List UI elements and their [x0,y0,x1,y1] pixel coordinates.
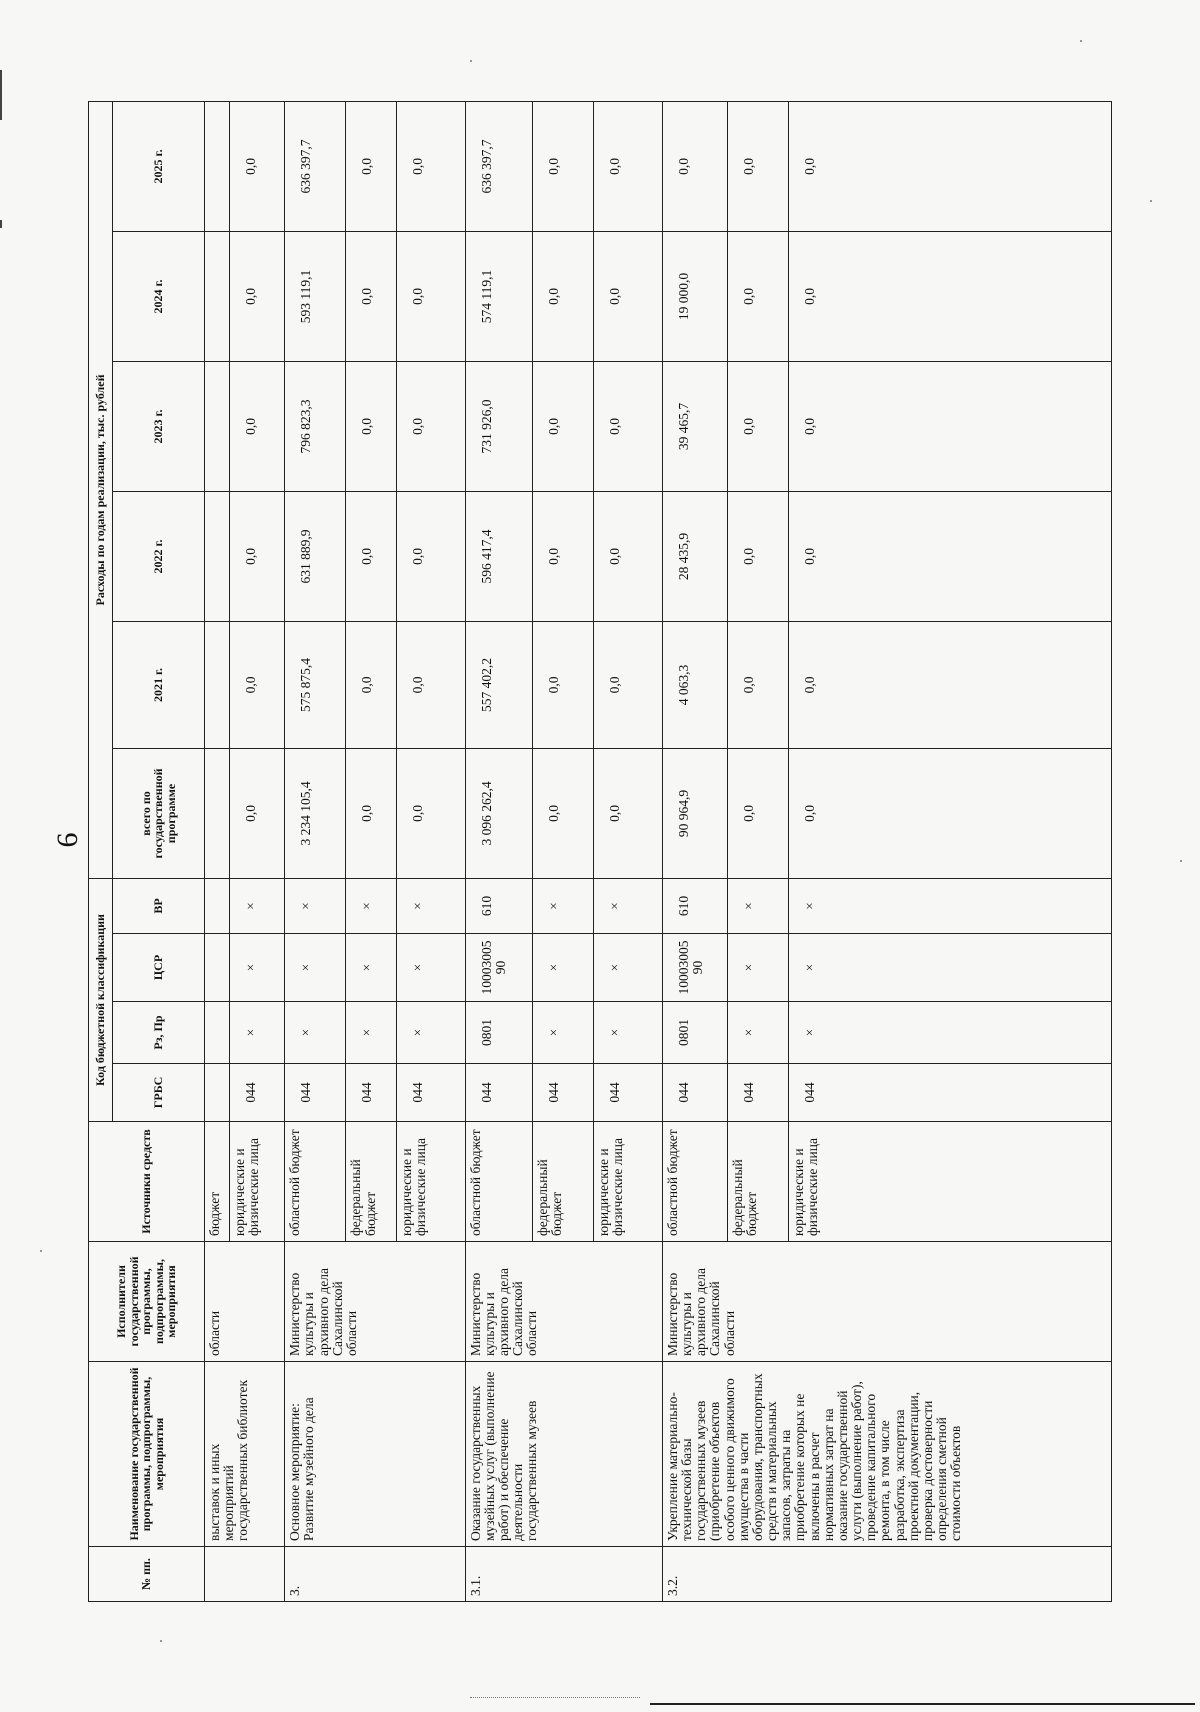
cell-rzpr: × [532,1002,593,1064]
cell-2024: 0,0 [788,231,1111,361]
cell-csr: × [532,934,593,1002]
cell-2024: 0,0 [396,231,465,361]
cell-source: федеральный бюджет [346,1122,396,1242]
cell-2022: 0,0 [532,491,593,621]
cont-name-top: выставок и иных мероприятий [207,1443,237,1541]
cell-2024: 0,0 [229,231,285,361]
cell-2022: 0,0 [396,491,465,621]
cell-csr: × [593,934,662,1002]
cell-source: областной бюджет [465,1122,532,1242]
cell-grbs: 044 [593,1064,662,1122]
cell-vr: × [229,878,285,933]
cell-csr: × [396,934,465,1002]
cell-csr: × [346,934,396,1002]
cell-grbs: 044 [285,1064,346,1122]
cell-rzpr: 0801 [662,1002,727,1064]
cell-empty [205,878,230,933]
table-row [662,101,727,1601]
cell-grbs: 044 [465,1064,532,1122]
scan-speck [160,1640,162,1642]
header-total: всего по государственной программе [113,748,205,878]
scan-speck [40,1250,42,1252]
cell-total: 3 234 105,4 [285,748,346,878]
cell-source: юридические и физические лица [229,1122,285,1242]
table-row [205,101,230,1601]
cell-csr: 1000300590 [662,934,727,1002]
cell-total: 0,0 [229,748,285,878]
cell-vr: 610 [465,878,532,933]
cell-rzpr: × [396,1002,465,1064]
cell-2023: 39 465,7 [662,361,727,491]
header-name: Наименование государственной программы, подпрограммы, мероприятия [89,1362,205,1547]
cell-2022: 631 889,9 [285,491,346,621]
header-2024: 2024 г. [113,231,205,361]
cell-2025: 0,0 [346,101,396,231]
cell-rzpr: × [788,1002,1111,1064]
cell-2021: 0,0 [346,621,396,748]
cell-2024: 0,0 [727,231,788,361]
cell-2021: 557 402,2 [465,621,532,748]
cell-vr: × [285,878,346,933]
scan-speck [1180,860,1182,862]
cell-total: 0,0 [593,748,662,878]
cell-csr: 1000300590 [465,934,532,1002]
cell-source: юридические и физические лица [788,1122,1111,1242]
cell-empty [205,1064,230,1122]
cell-vr: × [532,878,593,933]
cell-2023: 796 823,3 [285,361,346,491]
cell-name: Основное мероприятие: Развитие музейного дела [285,1362,466,1547]
cell-2025: 0,0 [788,101,1111,231]
cell-2025: 636 397,7 [465,101,532,231]
cell-source: юридические и физические лица [593,1122,662,1242]
cell-2021: 0,0 [396,621,465,748]
header-2025: 2025 г. [113,101,205,231]
cell-empty [205,101,230,231]
budget-table [88,101,1112,1602]
cell-2021: 0,0 [532,621,593,748]
cell-2022: 0,0 [788,491,1111,621]
cell-2024: 593 119,1 [285,231,346,361]
scan-speck [1150,200,1152,202]
scan-speck [470,60,472,62]
cell-csr: × [229,934,285,1002]
cell-2025: 636 397,7 [285,101,346,231]
cell-source: областной бюджет [662,1122,727,1242]
cell-empty [205,934,230,1002]
cell-empty [205,231,230,361]
cell-num: 3.2. [662,1547,1111,1602]
table-row [285,101,346,1601]
cell-2021: 0,0 [229,621,285,748]
cont-name-bottom: государственных библиотек [235,1379,251,1541]
cell-source: федеральный бюджет [532,1122,593,1242]
scan-bottom-line [650,1703,1195,1705]
cell-source: бюджет [205,1122,230,1242]
cell-2021: 0,0 [788,621,1111,748]
cell-grbs: 044 [346,1064,396,1122]
cell-vr: × [593,878,662,933]
cell-2025: 0,0 [532,101,593,231]
cell-csr: × [285,934,346,1002]
cell-vr: × [396,878,465,933]
cell-rzpr: × [285,1002,346,1064]
cell-name: Оказание государственных музейных услуг (выполнение работ) и обеспечение деятельности государственных музеев [465,1362,662,1547]
cell-csr: × [788,934,1111,1002]
cell-total: 0,0 [532,748,593,878]
cell-source: федеральный бюджет [727,1122,788,1242]
cell-executor: Министерство культуры и архивного дела Сахалинской области [662,1242,1111,1362]
cell-empty [205,361,230,491]
cell-2023: 0,0 [593,361,662,491]
cell-rzpr: × [346,1002,396,1064]
cell-2023: 0,0 [346,361,396,491]
cell-rzpr: × [229,1002,285,1064]
cell-2022: 0,0 [727,491,788,621]
cell-name: Укрепление материально-технической базы государственных музеев (приобретение объектов особого ценного движимого имущества в части оборудования, транспортных средств и материальных запасов, затраты на приобретение которых не включены в расчет нормативных затрат на оказание государственной услуги (выполнение работ), проведение капитального ремонта, в том числе разработка, экспертиза проектной документации, проверка достоверности определения сметной стоимости объектов [662,1362,1111,1547]
table-row [465,101,532,1601]
cell-grbs: 044 [662,1064,727,1122]
cell-grbs: 044 [532,1064,593,1122]
header-2021: 2021 г. [113,621,205,748]
scan-speck [1080,40,1082,42]
header-2022: 2022 г. [113,491,205,621]
cell-2024: 0,0 [532,231,593,361]
cell-vr: × [346,878,396,933]
cell-2025: 0,0 [662,101,727,231]
page-number: 6 [51,832,84,848]
header-executors: Исполнители государственной программы, подпрограммы, мероприятия [89,1242,205,1362]
cell-grbs: 044 [396,1064,465,1122]
cell-2025: 0,0 [593,101,662,231]
header-csr: ЦСР [113,934,205,1002]
cell-2025: 0,0 [396,101,465,231]
rotated-table-sheet [88,102,1112,1602]
cell-source: областной бюджет [285,1122,346,1242]
cell-2022: 596 417,4 [465,491,532,621]
header-grbs: ГРБС [113,1064,205,1122]
cell-total: 0,0 [727,748,788,878]
scan-edge-mark [0,220,2,228]
cell-2021: 0,0 [593,621,662,748]
cell-2024: 0,0 [593,231,662,361]
cell-executor: Министерство культуры и архивного дела Сахалинской области [465,1242,662,1362]
cell-2024: 19 000,0 [662,231,727,361]
header-sources: Источники средств [89,1122,205,1242]
cell-total: 0,0 [788,748,1111,878]
cell-vr: 610 [662,878,727,933]
cell-total: 3 096 262,4 [465,748,532,878]
cell-num: 3. [285,1547,466,1602]
cell-vr: × [788,878,1111,933]
cell-rzpr: 0801 [465,1002,532,1064]
cell-total: 0,0 [346,748,396,878]
cell-2024: 0,0 [346,231,396,361]
cell-empty [205,1002,230,1064]
cell-2021: 575 875,4 [285,621,346,748]
cell-csr: × [727,934,788,1002]
cell-num: 3.1. [465,1547,662,1602]
cell-2023: 0,0 [532,361,593,491]
cell-total: 90 964,9 [662,748,727,878]
scan-bottom-smudge [470,1697,640,1704]
cell-2024: 574 119,1 [465,231,532,361]
cell-executor: области [205,1242,285,1362]
cell-grbs: 044 [788,1064,1111,1122]
cell-2025: 0,0 [229,101,285,231]
cell-2023: 0,0 [229,361,285,491]
cell-total: 0,0 [396,748,465,878]
header-2023: 2023 г. [113,361,205,491]
header-vr: ВР [113,878,205,933]
cell-2022: 0,0 [593,491,662,621]
cell-2021: 4 063,3 [662,621,727,748]
cell-source: юридические и физические лица [396,1122,465,1242]
cell-2022: 28 435,9 [662,491,727,621]
cell-empty [205,748,230,878]
cell-2022: 0,0 [346,491,396,621]
scan-edge-mark [0,70,2,120]
header-num: № пп. [89,1547,205,1602]
cell-executor: Министерство культуры и архивного дела Сахалинской области [285,1242,466,1362]
cell-grbs: 044 [727,1064,788,1122]
cell-grbs: 044 [229,1064,285,1122]
cell-2022: 0,0 [229,491,285,621]
cell-2023: 0,0 [788,361,1111,491]
cell-rzpr: × [727,1002,788,1064]
cell-2023: 0,0 [727,361,788,491]
cell-2021: 0,0 [727,621,788,748]
header-rzpr: Рз, Пр [113,1002,205,1064]
cell-2023: 0,0 [396,361,465,491]
cell-2023: 731 926,0 [465,361,532,491]
cell-empty [205,621,230,748]
cell-num [205,1547,285,1602]
cell-vr: × [727,878,788,933]
header-code-group: Код бюджетной классификации [89,878,113,1121]
cell-name [205,1362,285,1547]
cell-rzpr: × [593,1002,662,1064]
header-expenses-group: Расходы по годам реализации, тыс. рублей [89,101,113,878]
cell-2025: 0,0 [727,101,788,231]
cell-empty [205,491,230,621]
